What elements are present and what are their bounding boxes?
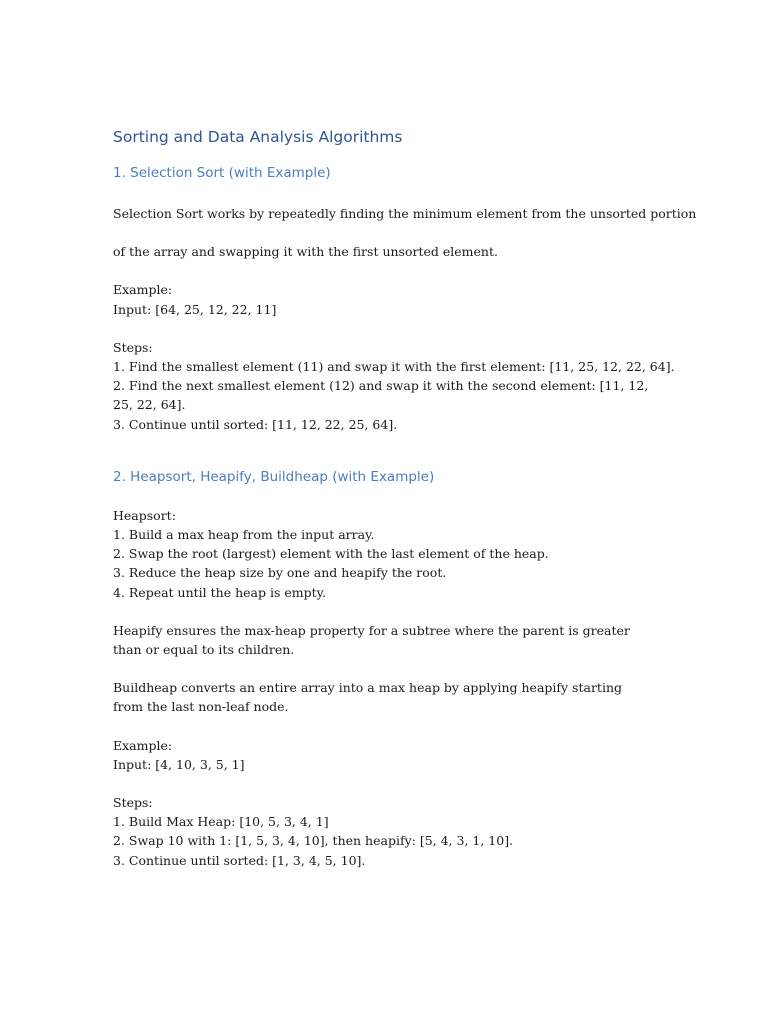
heapsort-input: Input: [4, 10, 3, 5, 1] — [113, 756, 245, 772]
selection-sort-step-2: 2. Find the next smallest element (12) and swap it with the second element: [11, 12, 25, 22, 64]. — [113, 378, 649, 413]
document-page — [113, 124, 697, 870]
selection-sort-intro-line-1: Selection Sort works by repeatedly finding the minimum element from the unsorted portion — [113, 206, 697, 221]
heapify-description: Heapify ensures the max-heap property for a subtree where the parent is greater than or equal to its children. — [113, 622, 630, 658]
heapsort-example-label: Example: — [113, 737, 173, 753]
selection-sort-step-1: 1. Find the smallest element (11) and swap it with the first element: [11, 25, 12, 22, 64]. — [113, 359, 675, 375]
selection-sort-input: Input: [64, 25, 12, 22, 11] — [113, 301, 277, 317]
selection-sort-example-label: Example: — [113, 282, 173, 298]
heapsort-step-4: 4. Repeat until the heap is empty. — [113, 584, 327, 600]
heapsort-example-step-1: 1. Build Max Heap: [10, 5, 3, 4, 1] — [113, 814, 329, 830]
selection-sort-steps-label: Steps: — [113, 339, 153, 355]
section-heading-heapsort: 2. Heapsort, Heapify, Buildheap (with Example) — [113, 468, 435, 485]
selection-sort-intro-line-2: of the array and swapping it with the first unsorted element. — [113, 244, 498, 260]
heapsort-label: Heapsort: — [113, 507, 176, 523]
heapsort-step-2: 2. Swap the root (largest) element with the last element of the heap. — [113, 546, 549, 562]
heapsort-example-step-2: 2. Swap 10 with 1: [1, 5, 3, 4, 10], then heapify: [5, 4, 3, 1, 10]. — [113, 833, 514, 849]
section-heading-selection-sort: 1. Selection Sort (with Example) — [113, 165, 331, 181]
heapsort-example-steps-label: Steps: — [113, 795, 153, 811]
buildheap-description: Buildheap converts an entire array into a max heap by applying heapify starting from the last non-leaf node. — [113, 680, 622, 715]
selection-sort-step-3: 3. Continue until sorted: [11, 12, 22, 25, 64]. — [113, 416, 398, 432]
heapsort-step-3: 3. Reduce the heap size by one and heapify the root. — [113, 565, 447, 581]
document-title: Sorting and Data Analysis Algorithms — [113, 128, 403, 146]
heapsort-example-step-3: 3. Continue until sorted: [1, 3, 4, 5, 10]. — [113, 852, 366, 868]
heapsort-step-1: 1. Build a max heap from the input array. — [113, 527, 375, 543]
